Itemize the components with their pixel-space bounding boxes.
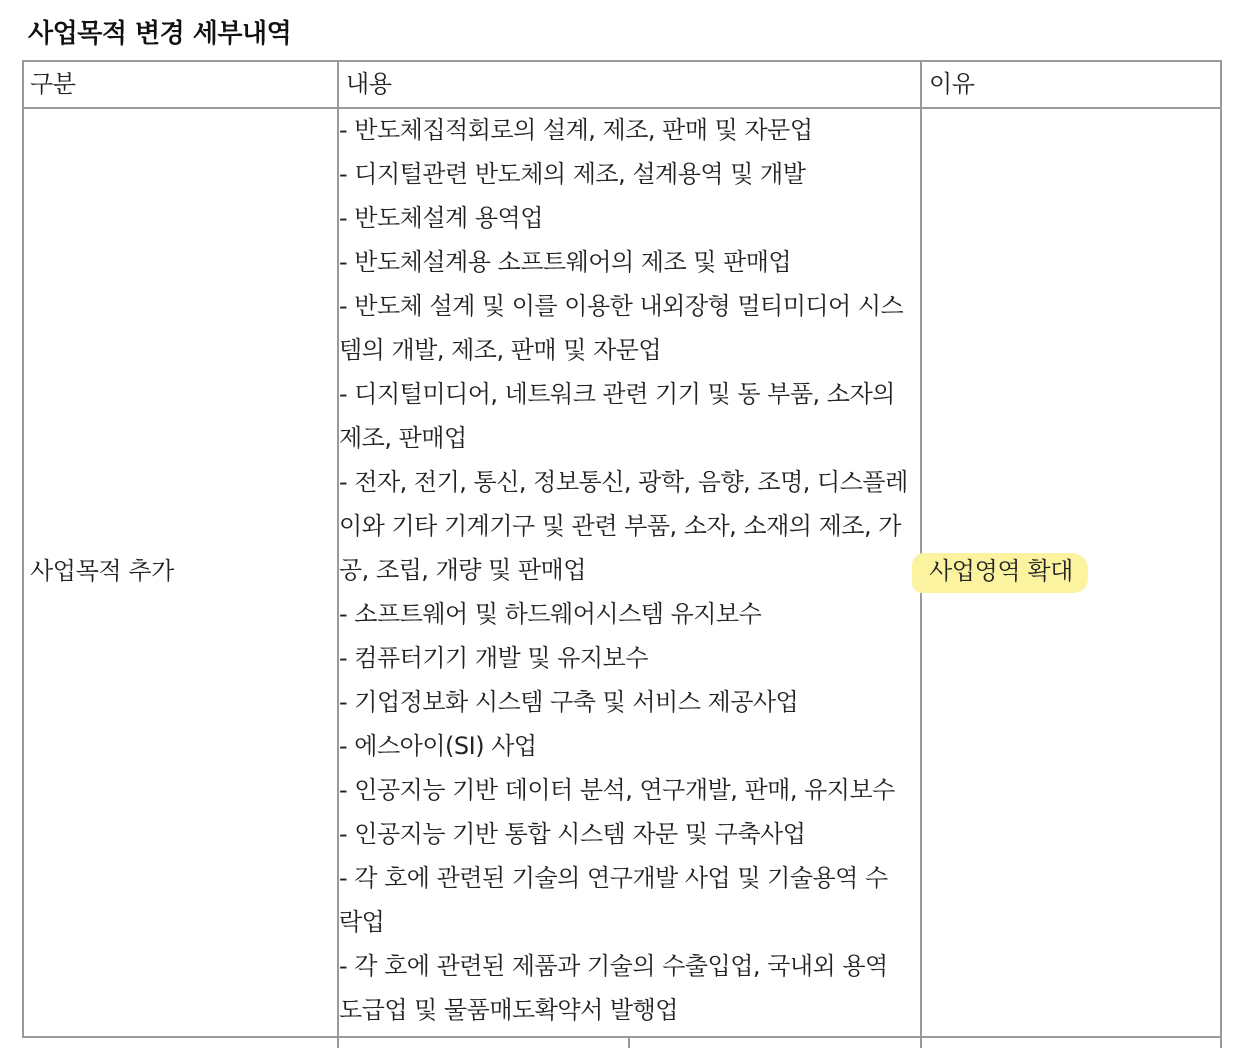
header-category: 구분 bbox=[30, 70, 76, 98]
list-item: - 에스아이(SI) 사업 bbox=[339, 732, 537, 760]
list-item: - 인공지능 기반 통합 시스템 자문 및 구축사업 bbox=[339, 820, 806, 848]
header-reason: 이유 bbox=[929, 70, 975, 98]
list-item: - 반도체설계 용역업 bbox=[339, 204, 543, 232]
list-item: - 컴퓨터기기 개발 및 유지보수 bbox=[339, 644, 648, 672]
list-item: - 소프트웨어 및 하드웨어시스템 유지보수 bbox=[339, 600, 762, 628]
list-item: - 기업정보화 시스템 구축 및 서비스 제공사업 bbox=[339, 688, 799, 716]
list-item: - 반도체 설계 및 이를 이용한 내외장형 멀티미디어 시스 템의 개발, 제조, 판매 및 자문업 bbox=[339, 292, 904, 364]
table-border-right bbox=[1220, 60, 1222, 1048]
list-item: - 각 호에 관련된 기술의 연구개발 사업 및 기술용역 수 락업 bbox=[339, 864, 888, 936]
list-item: - 인공지능 기반 데이터 분석, 연구개발, 판매, 유지보수 bbox=[339, 776, 895, 804]
table-row-divider bbox=[22, 1036, 1221, 1038]
page-title: 사업목적 변경 세부내역 bbox=[28, 19, 292, 49]
list-item: - 디지털관련 반도체의 제조, 설계용역 및 개발 bbox=[339, 160, 806, 188]
next-row-inner-divider bbox=[628, 1038, 630, 1048]
list-item: - 반도체설계용 소프트웨어의 제조 및 판매업 bbox=[339, 248, 792, 276]
reason-cell: 사업영역 확대 bbox=[929, 557, 1073, 585]
list-item: - 디지털미디어, 네트워크 관련 기기 및 동 부품, 소자의 제조, 판매업 bbox=[339, 380, 895, 452]
table-border-left bbox=[22, 60, 24, 1038]
category-cell: 사업목적 추가 bbox=[30, 557, 174, 585]
content-list bbox=[339, 108, 919, 1032]
list-item: - 각 호에 관련된 제품과 기술의 수출입업, 국내외 용역 도급업 및 물품매도확약서 발행업 bbox=[339, 952, 888, 1024]
header-content: 내용 bbox=[346, 70, 392, 98]
table-border-top bbox=[22, 60, 1221, 62]
list-item: - 반도체집적회로의 설계, 제조, 판매 및 자문업 bbox=[339, 116, 813, 144]
list-item: - 전자, 전기, 통신, 정보통신, 광학, 음향, 조명, 디스플레 이와 기타 기계기구 및 관련 부품, 소자, 소재의 제조, 가 공, 조립, 개량 및 판매업 bbox=[339, 468, 908, 584]
